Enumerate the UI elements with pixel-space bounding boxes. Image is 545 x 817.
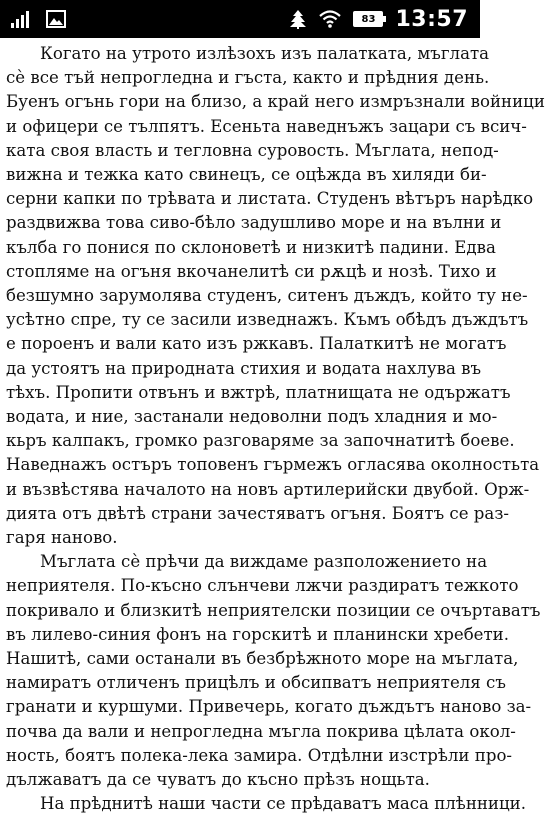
text-line: вижна и тежка като свинецъ, се оцѣжда въ хиляди би-	[6, 165, 487, 185]
text-line: кьръ калпакъ, громко разговаряме за започнатитѣ боеве.	[6, 431, 515, 451]
text-line: въ лилево-синия фонъ на горскитѣ и планински хребети.	[6, 624, 510, 644]
text-line: и възвѣстява началото на новъ артилерийски двубой. Орж-	[6, 479, 530, 499]
text-line: гаря наново.	[6, 528, 118, 548]
text-line: усѣтно спре, ту се засили изведнажъ. Къмъ обѣдъ дъждътъ	[6, 310, 529, 330]
paragraph	[6, 550, 541, 792]
text-line: гранати и куршуми. Привечерь, когато дъждътъ наново за-	[6, 697, 532, 717]
text-line: Нашитѣ, сами останали въ безбрѣжното море на мъглата,	[6, 649, 519, 669]
text-line: е пороенъ и вали като изъ ржкавъ. Палаткитѣ не могатъ	[6, 334, 507, 354]
text-line: ность, боятъ полека-лека замира. Отдѣлни изстрѣли про-	[6, 745, 513, 765]
status-bar-left	[10, 10, 66, 28]
battery-icon	[353, 11, 383, 27]
wifi-icon	[319, 10, 341, 28]
book-page[interactable]	[0, 38, 545, 814]
text-line: На прѣднитѣ наши части се прѣдаватъ маса плѣнници.	[40, 794, 526, 814]
text-line: Когато на утрото излѣзохъ изъ палатката, мъглата	[40, 44, 490, 63]
text-line: Наведнажъ остъръ топовенъ гърмежъ огласява околностьта	[6, 455, 540, 475]
status-bar	[0, 0, 480, 38]
text-line: и офицери се тълпятъ. Есеньта наведнъжъ зацари съ всич-	[6, 116, 527, 136]
tree-icon	[289, 9, 307, 29]
text-line: дължаватъ да се чуватъ до късно прѣзъ нощьта.	[6, 770, 430, 790]
text-line: ката своя власть и тегловна суровость. Мъглата, непод-	[6, 140, 499, 160]
text-line: кълба го понися по склоноветѣ и низкитѣ падини. Едва	[6, 237, 496, 257]
text-line: покривало и близкитѣ неприятелски позиции се очъртаватъ	[6, 600, 541, 620]
text-line: стопляме на огъня вкочанелитѣ си рѫцѣ и нозѣ. Тихо и	[6, 261, 497, 281]
text-line: раздвижва това сиво-бѣло задушливо море и на вълни и	[6, 213, 502, 233]
battery-level: 83	[361, 13, 376, 25]
paragraph	[6, 792, 526, 816]
text-line: сѐ все тъй непрогледна и гъста, както и прѣдния день.	[6, 68, 490, 88]
status-clock: 13:57	[395, 6, 468, 32]
text-line: безшумно зарумолява студенъ, ситенъ дъждъ, който ту не-	[6, 286, 528, 306]
text-line: да устоятъ на природната стихия и водата нахлува въ	[6, 358, 482, 378]
text-line: водата, и ние, застанали недоволни подъ хладния и мо-	[6, 407, 498, 427]
text-line: Мъглата сѐ прѣчи да виждаме разположението на	[40, 552, 488, 572]
text-line: дията отъ двѣтѣ страни зачестяватъ огъня. Боятъ се раз-	[6, 503, 509, 523]
paragraph	[6, 42, 545, 550]
text-line: намиратъ отличенъ прицѣлъ и обсипватъ неприятеля съ	[6, 673, 506, 693]
status-bar-right	[289, 7, 468, 32]
text-line: тѣхъ. Пропити отвънъ и вжтрѣ, платнищата не одържатъ	[6, 382, 511, 402]
text-line: Буенъ огънь гори на близо, а край него измръзнали войници	[6, 92, 545, 112]
image-icon	[46, 10, 66, 28]
text-line: серни капки по трѣвата и листата. Студенъ вѣтъръ нарѣдко	[6, 189, 534, 209]
book-text	[6, 42, 545, 817]
signal-bars-icon	[10, 10, 34, 28]
text-line: почва да вали и непрогледна мъгла покрива цѣлата окол-	[6, 721, 516, 741]
text-line: неприятеля. По-късно слънчеви лжчи раздиратъ тежкото	[6, 576, 519, 596]
